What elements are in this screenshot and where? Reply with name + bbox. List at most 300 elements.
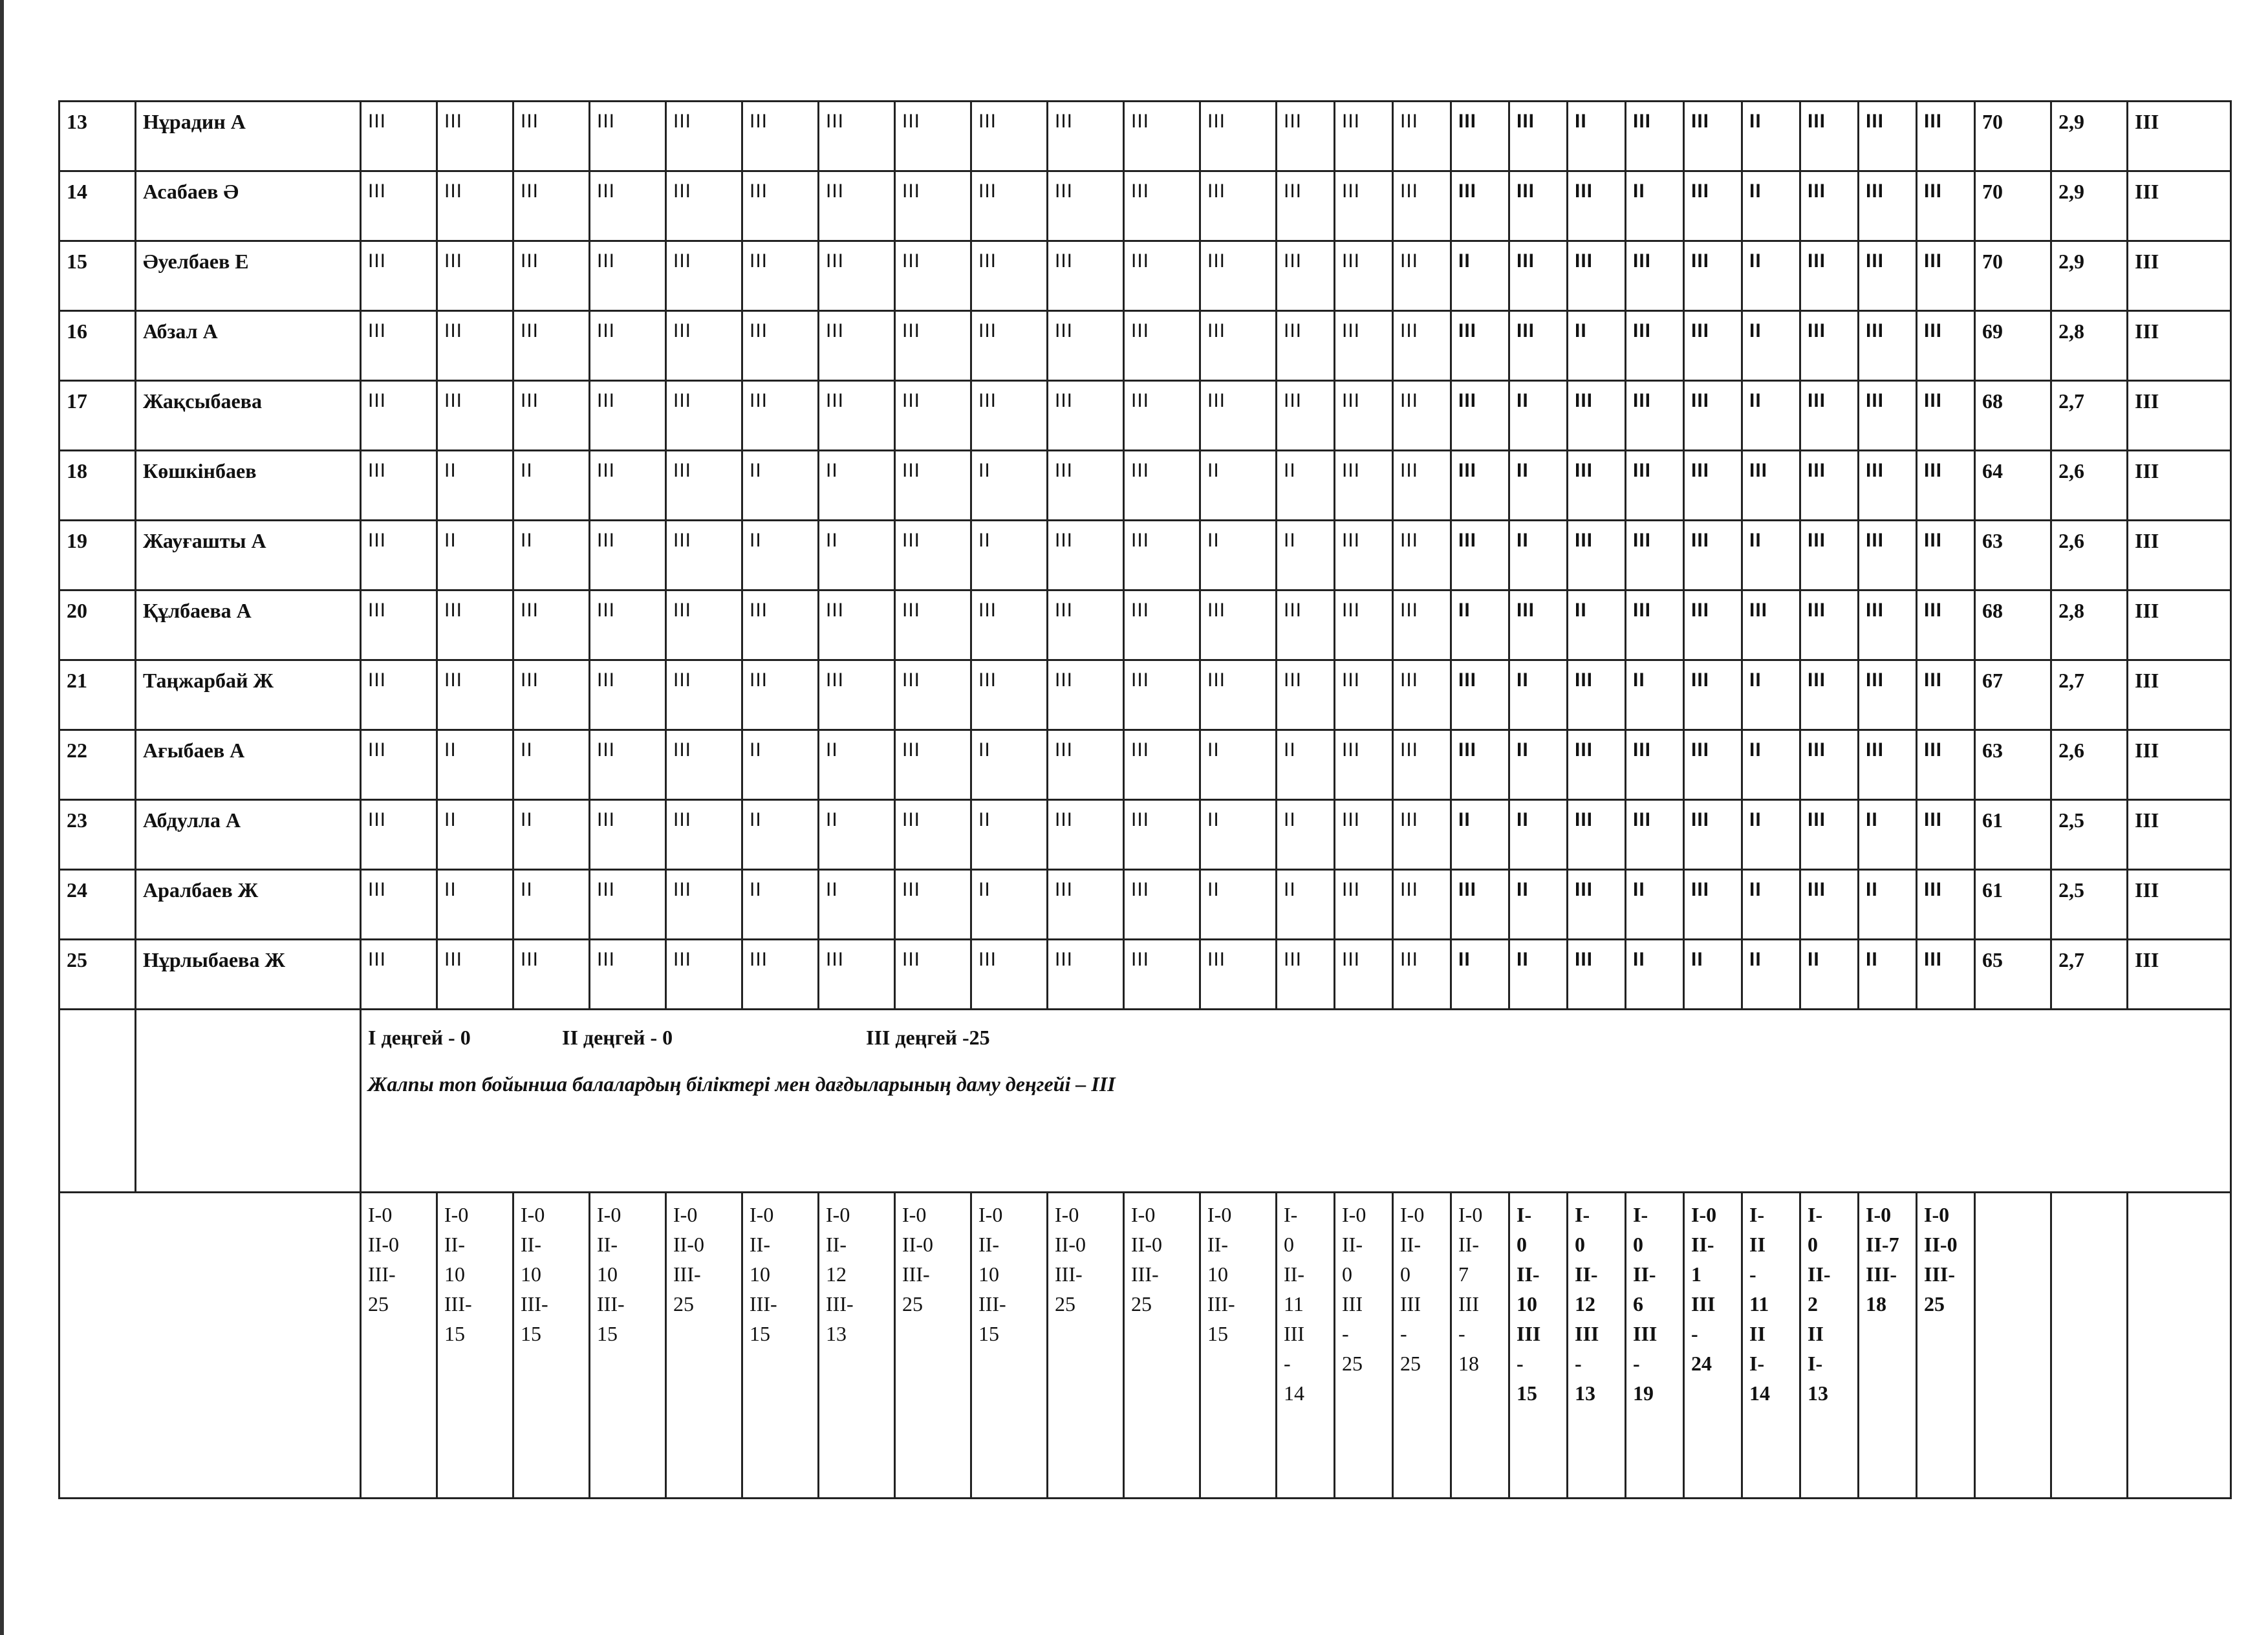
level-cell: III <box>1124 521 1200 590</box>
level-cell: III <box>666 102 742 171</box>
level-cell: III <box>895 451 971 521</box>
level-cell: II <box>1742 870 1800 940</box>
level-cell: III <box>590 451 666 521</box>
student-name: Абзал А <box>136 311 361 381</box>
distribution-text: I-0 II-7 III- 18 <box>1866 1203 1899 1316</box>
level-cell: III <box>513 660 590 730</box>
distribution-cell <box>1335 1193 1393 1499</box>
level-cell: III <box>1451 660 1509 730</box>
level-cell: III <box>1335 940 1393 1010</box>
level-cell: III <box>1917 521 1975 590</box>
level-cell: III <box>1684 660 1742 730</box>
student-name: Аралбаев Ж <box>136 870 361 940</box>
level-cell: III <box>361 590 437 660</box>
distribution-cell <box>742 1193 819 1499</box>
level-cell: III <box>1124 800 1200 870</box>
student-name: Нұрадин А <box>136 102 361 171</box>
level-cell: III <box>1277 311 1335 381</box>
level-cell: III <box>1917 241 1975 311</box>
distribution-cell <box>590 1193 666 1499</box>
level-cell: III <box>971 241 1048 311</box>
level-cell: III <box>895 521 971 590</box>
level-cell: III <box>1393 590 1451 660</box>
level-cell: II <box>1509 940 1568 1010</box>
level-cell: III <box>1800 800 1859 870</box>
total-score: 70 <box>1975 171 2051 241</box>
average-score: 2,7 <box>2051 940 2128 1010</box>
level-cell: III <box>1048 171 1124 241</box>
level-cell: II <box>437 800 513 870</box>
level-cell: II <box>1509 660 1568 730</box>
level-cell: III <box>361 451 437 521</box>
student-name: Нұрлыбаева Ж <box>136 940 361 1010</box>
total-score: 67 <box>1975 660 2051 730</box>
level-cell: III <box>590 870 666 940</box>
level-cell: III <box>1568 241 1626 311</box>
level-cell: II <box>1626 940 1684 1010</box>
level-cell: II <box>1509 870 1568 940</box>
average-score: 2,5 <box>2051 800 2128 870</box>
level-cell: III <box>437 102 513 171</box>
level-cell: III <box>1859 451 1917 521</box>
level-cell: III <box>1335 102 1393 171</box>
level-cell: III <box>1451 730 1509 800</box>
level-cell: III <box>1917 381 1975 451</box>
page-edge-line <box>0 0 4 1635</box>
distribution-cell <box>1048 1193 1124 1499</box>
total-score: 65 <box>1975 940 2051 1010</box>
final-level: III <box>2128 102 2231 171</box>
row-number: 21 <box>59 660 136 730</box>
level-cell: III <box>1200 381 1277 451</box>
level-cell: II <box>1509 800 1568 870</box>
level-cell: II <box>513 730 590 800</box>
distribution-text: I- 0 II- 6 III - 19 <box>1633 1203 1658 1405</box>
level-cell: III <box>1917 800 1975 870</box>
level-cell: III <box>1048 730 1124 800</box>
assessment-sheet <box>58 100 2232 1499</box>
level-cell: III <box>1859 381 1917 451</box>
level-cell: III <box>1335 241 1393 311</box>
level-cell: II <box>819 870 895 940</box>
level-cell: III <box>1800 311 1859 381</box>
row-number: 17 <box>59 381 136 451</box>
level-cell: II <box>971 800 1048 870</box>
level-cell: II <box>437 521 513 590</box>
distribution-text: I-0 II-0 III- 25 <box>1924 1203 1958 1316</box>
level-cell: III <box>1800 241 1859 311</box>
final-level: III <box>2128 311 2231 381</box>
distribution-text: I-0 II- 10 III- 15 <box>597 1203 625 1345</box>
level-cell: III <box>1277 381 1335 451</box>
level-cell: III <box>1451 870 1509 940</box>
level-cell: III <box>666 451 742 521</box>
total-score: 61 <box>1975 800 2051 870</box>
level-cell: III <box>742 241 819 311</box>
level-cell: III <box>1917 870 1975 940</box>
level-cell: III <box>1200 660 1277 730</box>
level-cell: II <box>1742 800 1800 870</box>
row-number: 24 <box>59 870 136 940</box>
level-cell: III <box>1277 241 1335 311</box>
level-cell: III <box>1393 870 1451 940</box>
level-cell: III <box>590 311 666 381</box>
level-cell: III <box>666 730 742 800</box>
level-cell: II <box>1742 521 1800 590</box>
row-number: 20 <box>59 590 136 660</box>
level-cell: III <box>1048 102 1124 171</box>
level-cell: III <box>1335 870 1393 940</box>
table-row <box>59 590 2231 660</box>
distribution-text: I-0 II-0 III- 25 <box>1055 1203 1086 1316</box>
distribution-cell <box>1200 1193 1277 1499</box>
level-cell: III <box>1335 660 1393 730</box>
level-cell: III <box>1124 311 1200 381</box>
level-cell: III <box>1393 381 1451 451</box>
final-level: III <box>2128 940 2231 1010</box>
level-cell: III <box>1124 940 1200 1010</box>
student-name: Асабаев Ә <box>136 171 361 241</box>
level-cell: III <box>666 521 742 590</box>
level-cell: II <box>1568 311 1626 381</box>
level-cell: III <box>971 311 1048 381</box>
level-cell: III <box>895 870 971 940</box>
level-cell: III <box>590 381 666 451</box>
level-cell: III <box>666 660 742 730</box>
level-cell: III <box>1124 171 1200 241</box>
level-cell: III <box>1859 241 1917 311</box>
table-row <box>59 241 2231 311</box>
distribution-text: I- 0 II- 12 III - 13 <box>1575 1203 1599 1405</box>
total-score: 70 <box>1975 241 2051 311</box>
distribution-text: I-0 II-0 III- 25 <box>673 1203 704 1316</box>
level-cell: III <box>819 660 895 730</box>
level-cell: III <box>590 241 666 311</box>
level-cell: II <box>1277 521 1335 590</box>
level-cell: III <box>1568 800 1626 870</box>
total-score: 63 <box>1975 521 2051 590</box>
level-cell: II <box>1742 241 1800 311</box>
level-cell: II <box>437 730 513 800</box>
level-cell: III <box>666 940 742 1010</box>
distribution-cell <box>1626 1193 1684 1499</box>
level-cell: III <box>1393 800 1451 870</box>
level-cell: III <box>895 171 971 241</box>
level-cell: III <box>590 521 666 590</box>
level-cell: II <box>513 800 590 870</box>
level-cell: III <box>742 660 819 730</box>
level-cell: III <box>361 940 437 1010</box>
level-cell: III <box>1684 800 1742 870</box>
level-cell: III <box>361 870 437 940</box>
student-name: Ағыбаев А <box>136 730 361 800</box>
row-number: 15 <box>59 241 136 311</box>
table-row <box>59 311 2231 381</box>
level-cell: II <box>1742 940 1800 1010</box>
level-cell: III <box>1200 102 1277 171</box>
distribution-text: I-0 II-0 III- 25 <box>368 1203 399 1316</box>
level-cell: II <box>1277 870 1335 940</box>
level-cell: II <box>1742 171 1800 241</box>
level-cell: III <box>361 800 437 870</box>
total-score: 63 <box>1975 730 2051 800</box>
level-cell: III <box>1335 800 1393 870</box>
level-cell: III <box>1451 521 1509 590</box>
level-cell: III <box>1335 451 1393 521</box>
level-cell: II <box>971 521 1048 590</box>
level-cell: II <box>513 521 590 590</box>
level-cell: III <box>1859 311 1917 381</box>
final-level: III <box>2128 381 2231 451</box>
level-cell: II <box>1859 940 1917 1010</box>
level-cell: III <box>1568 870 1626 940</box>
level-cell: III <box>1917 311 1975 381</box>
level-cell: III <box>513 311 590 381</box>
level-cell: II <box>1742 730 1800 800</box>
level-cell: III <box>895 311 971 381</box>
distribution-text: I-0 II- 10 III- 15 <box>521 1203 548 1345</box>
level-cell: III <box>1917 940 1975 1010</box>
level-cell: II <box>1568 590 1626 660</box>
level-cell: III <box>1451 451 1509 521</box>
level-cell: II <box>1684 940 1742 1010</box>
distribution-cell <box>1684 1193 1742 1499</box>
level-cell: III <box>590 660 666 730</box>
level-cell: III <box>513 590 590 660</box>
student-name: Жауғашты А <box>136 521 361 590</box>
final-level: III <box>2128 241 2231 311</box>
level-cell: III <box>361 311 437 381</box>
level-cell: III <box>1393 451 1451 521</box>
level-cell: II <box>437 870 513 940</box>
level-cell: III <box>1626 800 1684 870</box>
level-cell: III <box>590 102 666 171</box>
row-number: 23 <box>59 800 136 870</box>
distribution-cell <box>361 1193 437 1499</box>
summary-row <box>59 1010 2231 1193</box>
level-cell: III <box>1393 521 1451 590</box>
student-name: Таңжарбай Ж <box>136 660 361 730</box>
level-cell: III <box>819 590 895 660</box>
level-cell: II <box>513 870 590 940</box>
distribution-cell <box>1800 1193 1859 1499</box>
level-cell: III <box>666 381 742 451</box>
level-cell: III <box>1626 451 1684 521</box>
level-cell: III <box>1048 870 1124 940</box>
summary-level1: I деңгей - 0 <box>368 1026 471 1049</box>
level-cell: II <box>1200 870 1277 940</box>
table-row <box>59 102 2231 171</box>
level-cell: III <box>1200 311 1277 381</box>
level-cell: III <box>590 940 666 1010</box>
level-cell: III <box>1048 940 1124 1010</box>
level-cell: II <box>1859 800 1917 870</box>
level-cell: III <box>895 102 971 171</box>
level-cell: III <box>1509 171 1568 241</box>
distribution-cell <box>895 1193 971 1499</box>
level-cell: III <box>1200 171 1277 241</box>
level-cell: III <box>1859 660 1917 730</box>
level-cell: II <box>1451 800 1509 870</box>
level-cell: III <box>1800 451 1859 521</box>
level-cell: II <box>1626 171 1684 241</box>
level-cell: III <box>590 590 666 660</box>
level-cell: II <box>1509 381 1568 451</box>
level-cell: II <box>819 730 895 800</box>
summary-level2: II деңгей - 0 <box>562 1026 673 1049</box>
level-cell: III <box>590 800 666 870</box>
level-cell: III <box>666 800 742 870</box>
level-cell: III <box>1800 590 1859 660</box>
level-cell: II <box>1742 102 1800 171</box>
level-cell: III <box>1626 521 1684 590</box>
level-cell: III <box>1917 102 1975 171</box>
average-score: 2,7 <box>2051 381 2128 451</box>
level-cell: III <box>1451 311 1509 381</box>
level-cell: III <box>361 171 437 241</box>
level-cell: III <box>1800 521 1859 590</box>
level-cell: II <box>1451 590 1509 660</box>
level-cell: III <box>1277 660 1335 730</box>
level-cell: III <box>819 940 895 1010</box>
level-cell: III <box>513 381 590 451</box>
level-cell: II <box>742 870 819 940</box>
level-cell: III <box>1859 102 1917 171</box>
distribution-cell <box>1859 1193 1917 1499</box>
distribution-text: I-0 II-0 III- 25 <box>1131 1203 1162 1316</box>
row-number: 18 <box>59 451 136 521</box>
distribution-text: I-0 II- 10 III- 15 <box>978 1203 1006 1345</box>
level-cell: II <box>1742 381 1800 451</box>
level-cell: III <box>1684 102 1742 171</box>
level-cell: III <box>1393 660 1451 730</box>
level-cell: III <box>1393 311 1451 381</box>
level-cell: III <box>590 730 666 800</box>
level-cell: II <box>742 730 819 800</box>
total-score: 64 <box>1975 451 2051 521</box>
distribution-row <box>59 1193 2231 1499</box>
level-cell: III <box>1568 171 1626 241</box>
final-level: III <box>2128 451 2231 521</box>
distribution-cell <box>1277 1193 1335 1499</box>
distribution-cell <box>437 1193 513 1499</box>
level-cell: III <box>1509 311 1568 381</box>
level-cell: III <box>513 171 590 241</box>
row-number: 16 <box>59 311 136 381</box>
level-cell: III <box>1393 940 1451 1010</box>
level-cell: III <box>1684 870 1742 940</box>
distribution-cell <box>819 1193 895 1499</box>
level-cell: III <box>437 381 513 451</box>
distribution-text: I-0 II- 10 III- 15 <box>444 1203 472 1345</box>
level-cell: III <box>513 102 590 171</box>
final-level: III <box>2128 730 2231 800</box>
level-cell: III <box>1509 241 1568 311</box>
distribution-text: I-0 II- 10 III- 15 <box>1207 1203 1235 1345</box>
level-cell: III <box>1124 660 1200 730</box>
distribution-text: I-0 II- 7 III - 18 <box>1458 1203 1483 1375</box>
distribution-cell <box>1509 1193 1568 1499</box>
table-row <box>59 800 2231 870</box>
level-cell: II <box>742 451 819 521</box>
level-cell: III <box>1277 940 1335 1010</box>
level-cell: III <box>895 381 971 451</box>
level-cell: III <box>1124 590 1200 660</box>
level-cell: III <box>1917 451 1975 521</box>
level-cell: II <box>819 800 895 870</box>
level-cell: III <box>1277 102 1335 171</box>
level-cell: II <box>1200 521 1277 590</box>
level-cell: III <box>971 102 1048 171</box>
level-cell: III <box>1451 102 1509 171</box>
level-cell: III <box>1859 590 1917 660</box>
table-row <box>59 171 2231 241</box>
final-level: III <box>2128 870 2231 940</box>
level-cell: III <box>1335 590 1393 660</box>
distribution-cell <box>666 1193 742 1499</box>
level-cell: III <box>1124 381 1200 451</box>
level-cell: II <box>1626 660 1684 730</box>
level-cell: III <box>1393 730 1451 800</box>
level-cell: III <box>1335 521 1393 590</box>
summary-cell <box>361 1010 2231 1193</box>
level-cell: III <box>361 381 437 451</box>
level-cell: III <box>971 660 1048 730</box>
level-cell: III <box>1626 590 1684 660</box>
level-cell: III <box>819 311 895 381</box>
level-cell: III <box>1124 241 1200 311</box>
summary-level3: III деңгей -25 <box>866 1026 990 1049</box>
total-score: 69 <box>1975 311 2051 381</box>
total-score: 68 <box>1975 590 2051 660</box>
level-cell: III <box>1626 241 1684 311</box>
level-cell: III <box>1684 451 1742 521</box>
level-cell: III <box>1568 451 1626 521</box>
level-cell: III <box>1200 940 1277 1010</box>
distribution-cell <box>971 1193 1048 1499</box>
level-cell: III <box>666 590 742 660</box>
level-cell: III <box>1048 660 1124 730</box>
level-cell: III <box>1684 521 1742 590</box>
level-cell: III <box>1200 590 1277 660</box>
level-cell: III <box>895 590 971 660</box>
level-cell: II <box>971 730 1048 800</box>
level-cell: III <box>742 171 819 241</box>
level-cell: III <box>1800 660 1859 730</box>
average-score: 2,9 <box>2051 102 2128 171</box>
level-cell: II <box>1451 241 1509 311</box>
level-cell: III <box>895 241 971 311</box>
level-cell: II <box>1200 800 1277 870</box>
level-cell: III <box>1568 940 1626 1010</box>
level-cell: III <box>1742 590 1800 660</box>
level-cell: III <box>1124 870 1200 940</box>
table-row <box>59 381 2231 451</box>
level-cell: III <box>819 381 895 451</box>
level-cell: II <box>742 521 819 590</box>
distribution-blank <box>59 1193 361 1499</box>
level-cell: III <box>1800 381 1859 451</box>
level-cell: II <box>513 451 590 521</box>
level-cell: II <box>437 451 513 521</box>
level-cell: III <box>1568 381 1626 451</box>
level-cell: III <box>1335 730 1393 800</box>
distribution-cell <box>1742 1193 1800 1499</box>
level-cell: III <box>895 730 971 800</box>
distribution-text: I- 0 II- 10 III - 15 <box>1517 1203 1541 1405</box>
level-cell: III <box>1277 590 1335 660</box>
level-cell: III <box>666 241 742 311</box>
